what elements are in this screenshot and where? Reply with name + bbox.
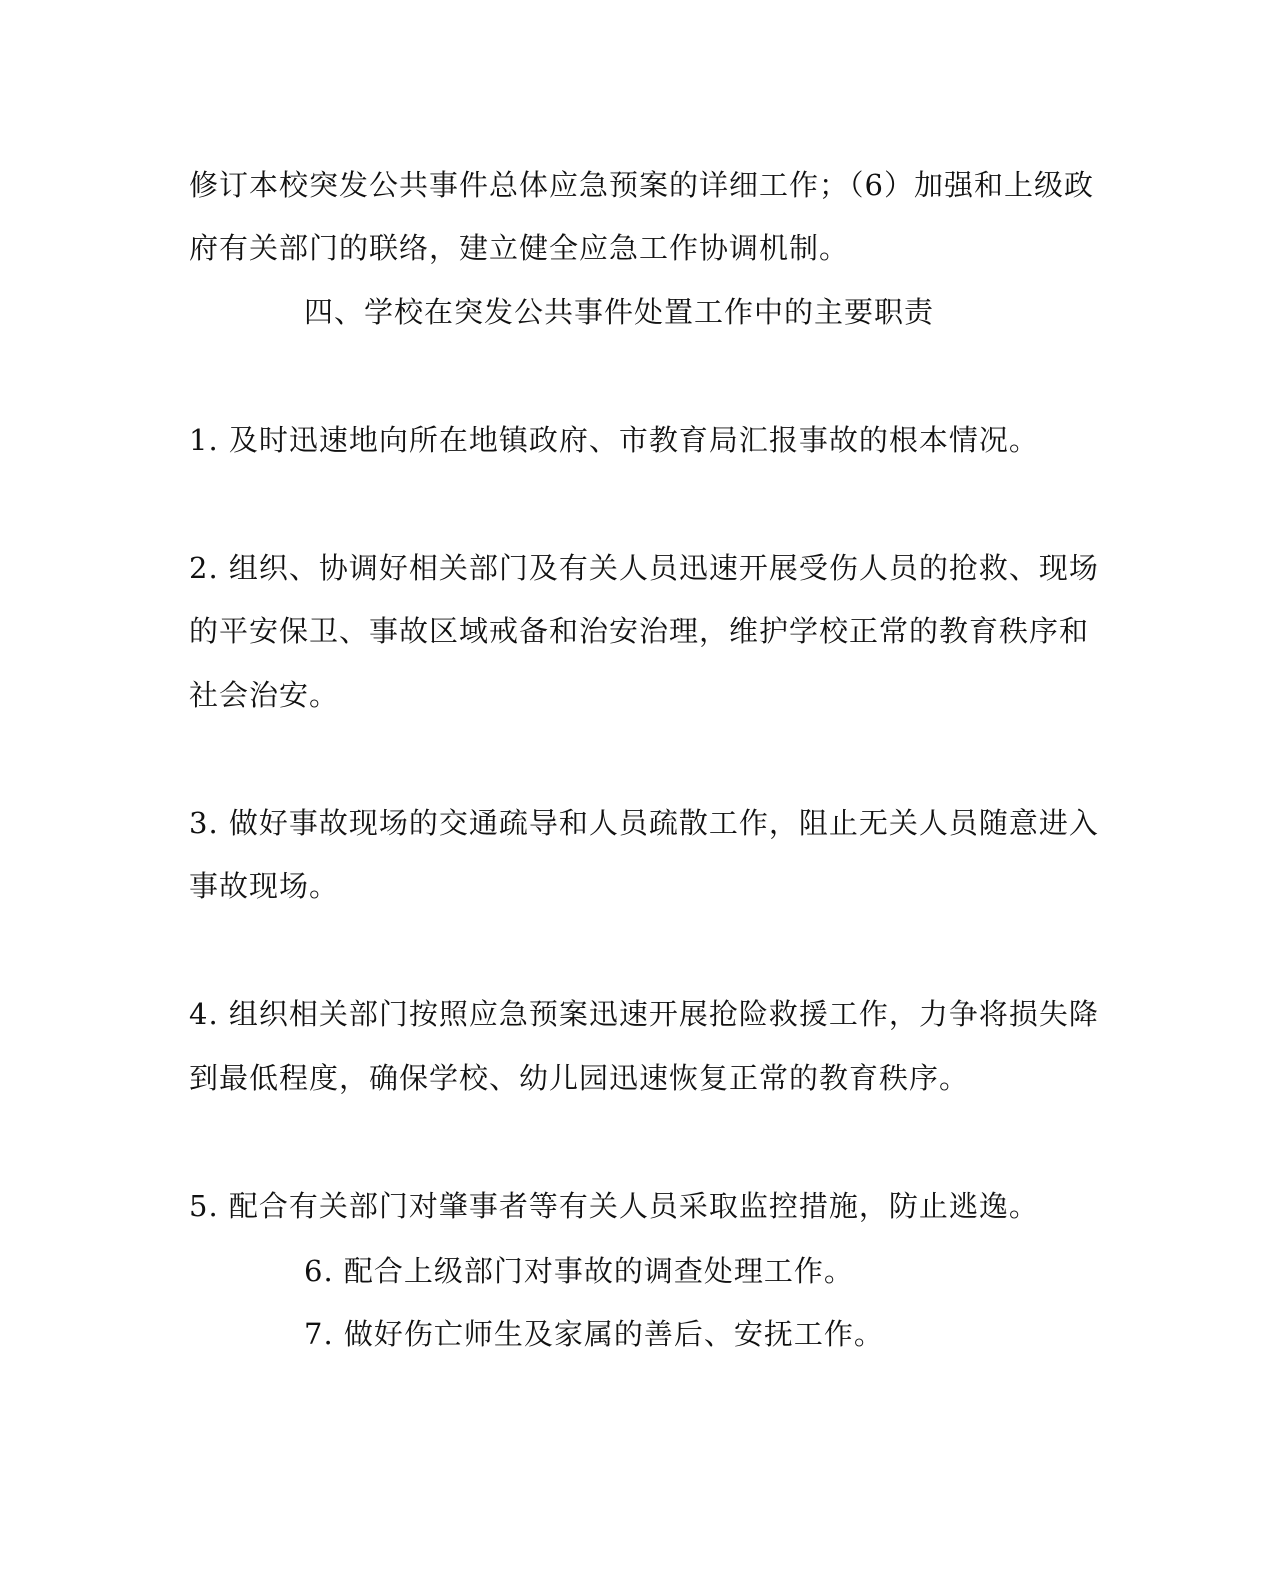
list-item-4: 4. 组织相关部门按照应急预案迅速开展抢险救援工作，力争将损失降 xyxy=(189,997,1099,1031)
paragraph-line: 府有关部门的联络，建立健全应急工作协调机制。 xyxy=(189,231,850,265)
list-item-2: 2. 组织、协调好相关部门及有关人员迅速开展受伤人员的抢救、现场 xyxy=(189,551,1099,585)
paragraph-line: 修订本校突发公共事件总体应急预案的详细工作；（6）加强和上级政 xyxy=(189,168,1094,202)
list-item-4-cont: 到最低程度，确保学校、幼儿园迅速恢复正常的教育秩序。 xyxy=(189,1061,970,1095)
list-item-2-cont: 的平安保卫、事故区域戒备和治安治理，维护学校正常的教育秩序和 xyxy=(189,614,1090,648)
list-item-3-cont: 事故现场。 xyxy=(189,869,340,903)
list-item-2-cont: 社会治安。 xyxy=(189,678,340,712)
list-item-7: 7. 做好伤亡师生及家属的善后、安抚工作。 xyxy=(304,1317,884,1351)
list-item-6: 6. 配合上级部门对事故的调查处理工作。 xyxy=(304,1254,854,1288)
list-item-5: 5. 配合有关部门对肇事者等有关人员采取监控措施，防止逃逸。 xyxy=(189,1189,1039,1223)
list-item-1: 1. 及时迅速地向所在地镇政府、市教育局汇报事故的根本情况。 xyxy=(189,423,1039,457)
list-item-3: 3. 做好事故现场的交通疏导和人员疏散工作，阻止无关人员随意进入 xyxy=(189,806,1099,840)
section-heading: 四、学校在突发公共事件处置工作中的主要职责 xyxy=(304,295,935,329)
